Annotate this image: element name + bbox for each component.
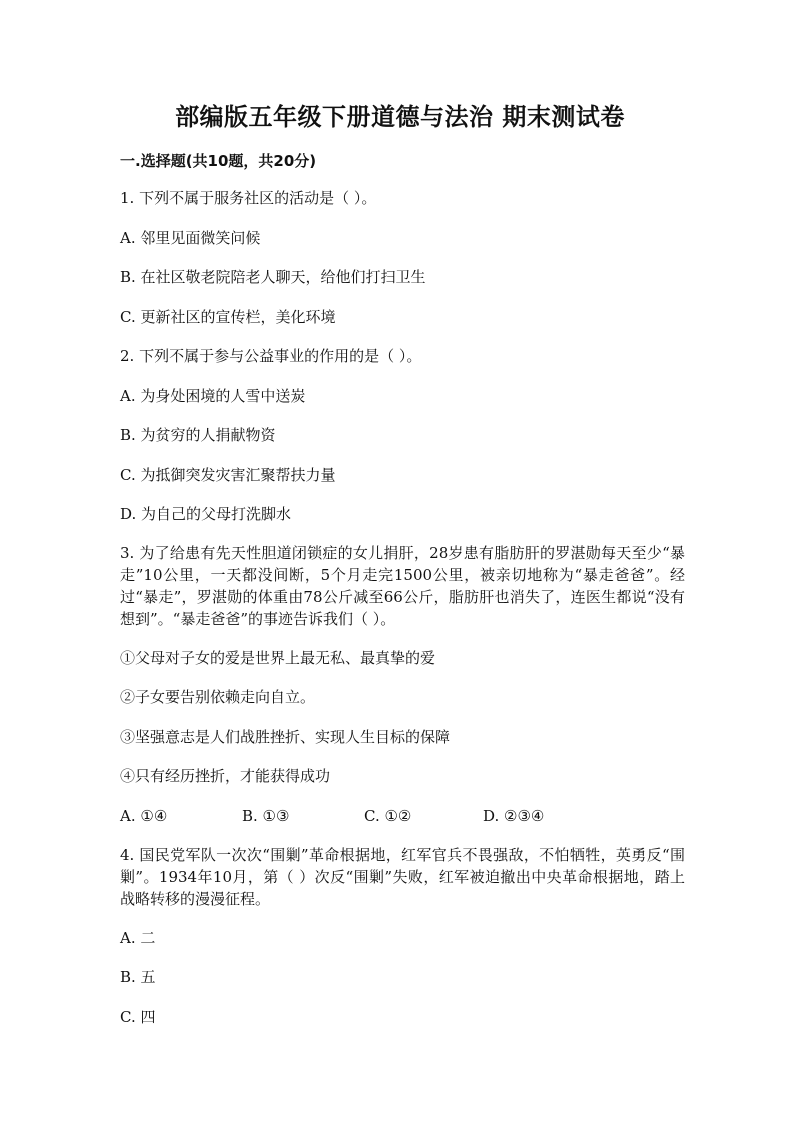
question-4-stem: 4. 国民党军队一次次“围剿”革命根据地，红军官兵不畏强敌，不怕牺牲，英勇反“围剿”。1934年10月，第（ ）次反“围剿”失败，红军被迫撤出中央革命根据地，踏上战略转移的漫漫征程。 — [120, 846, 685, 908]
question-3-statement-2: ②子女要告别依赖走向自立。 — [120, 688, 316, 706]
question-2-option-d: D. 为自己的父母打洗脚水 — [120, 505, 292, 523]
question-3-stem: 3. 为了给患有先天性胆道闭锁症的女儿捐肝，28岁患有脂肪肝的罗湛勋每天至少“暴走”10公里，一天都没间断，5个月走完1500公里，被亲切地称为“暴走爸爸”。经过“暴走”，罗湛勋的体重由78公斤减至66公斤，脂肪肝也消失了，连医生都说“没有想到”。“暴走爸爸”的事迹告诉我们（ ）。 — [120, 544, 685, 628]
question-3-statement-4: ④只有经历挫折，才能获得成功 — [120, 767, 331, 785]
question-2-option-a: A. 为身处困境的人雪中送炭 — [120, 387, 306, 405]
question-4-option-a: A. 二 — [120, 929, 156, 947]
section-heading: 一.选择题(共10题，共20分) — [120, 152, 317, 170]
question-2-option-b: B. 为贫穷的人捐献物资 — [120, 426, 276, 444]
question-2-stem: 2. 下列不属于参与公益事业的作用的是（ ）。 — [120, 347, 422, 365]
question-3-choice-c: C. ①② — [364, 807, 412, 825]
question-1-stem: 1. 下列不属于服务社区的活动是（ ）。 — [120, 189, 377, 207]
question-1-option-b: B. 在社区敬老院陪老人聊天，给他们打扫卫生 — [120, 268, 426, 286]
question-1-option-c: C. 更新社区的宣传栏，美化环境 — [120, 308, 336, 326]
question-3-choice-d: D. ②③④ — [483, 807, 545, 825]
question-3-statement-3: ③坚强意志是人们战胜挫折、实现人生目标的保障 — [120, 728, 451, 746]
question-3-choice-b: B. ①③ — [242, 807, 290, 825]
question-4-option-c: C. 四 — [120, 1008, 156, 1026]
question-4-option-b: B. 五 — [120, 968, 156, 986]
question-2-option-c: C. 为抵御突发灾害汇聚帮扶力量 — [120, 466, 336, 484]
question-3-statement-1: ①父母对子女的爱是世界上最无私、最真挚的爱 — [120, 649, 436, 667]
exam-title: 部编版五年级下册道德与法治 期末测试卷 — [175, 103, 625, 131]
question-3-choice-a: A. ①④ — [120, 807, 168, 825]
question-1-option-a: A. 邻里见面微笑问候 — [120, 229, 261, 247]
